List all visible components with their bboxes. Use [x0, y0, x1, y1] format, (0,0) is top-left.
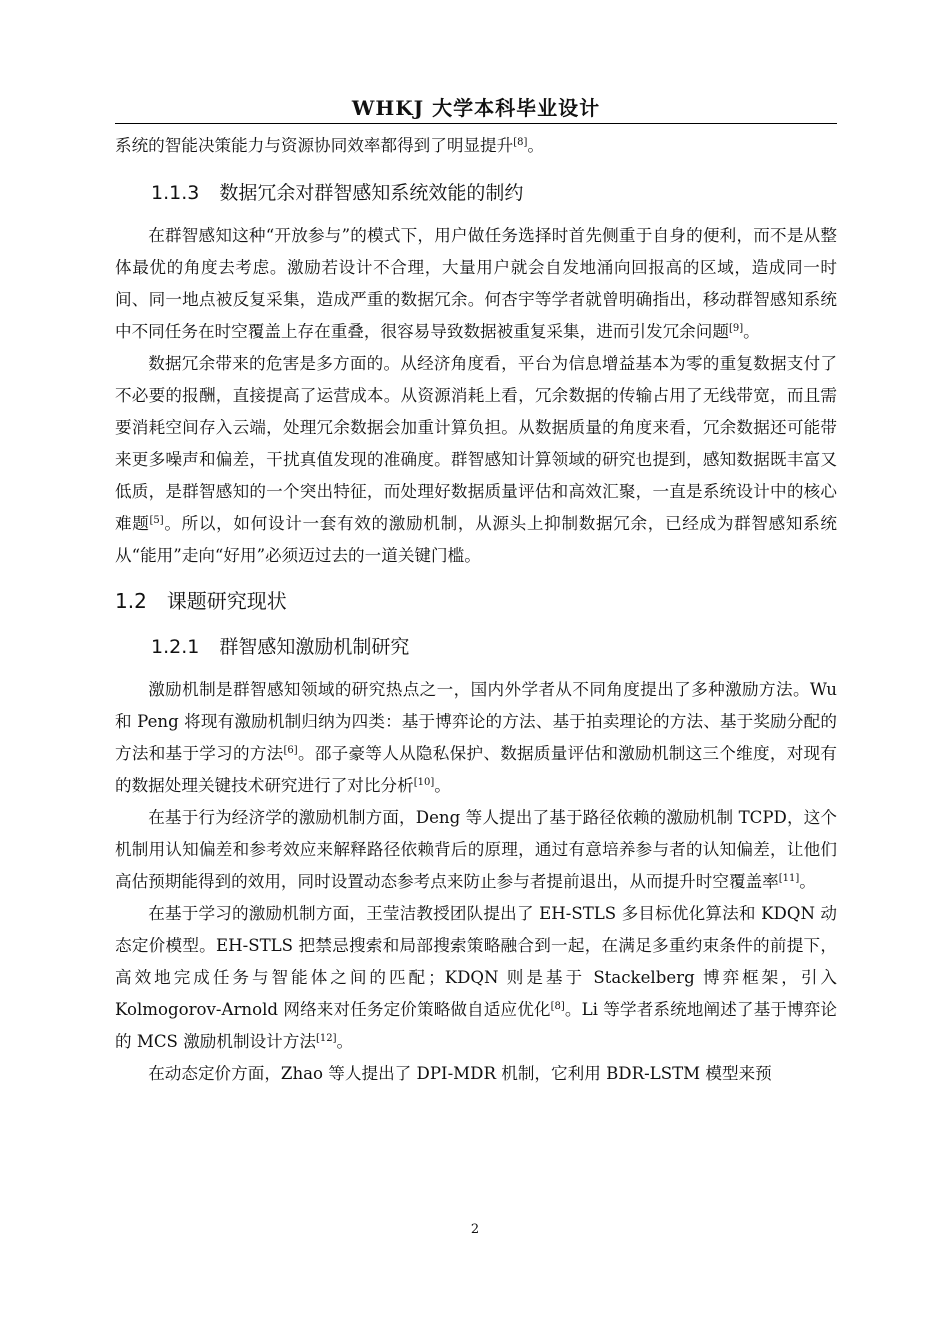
citation[interactable]: [8] [513, 137, 528, 148]
citation[interactable]: [10] [413, 777, 435, 788]
citation[interactable]: [6] [283, 745, 298, 756]
page-header-title: WHKJ 大学本科毕业设计 [351, 96, 601, 120]
citation[interactable]: [11] [778, 873, 800, 884]
paragraph: 在基于学习的激励机制方面，王莹洁教授团队提出了 EH-STLS 多目标优化算法和 KDQN 动态定价模型。EH-STLS 把禁忌搜索和局部搜索策略融合到一起，在满足多重约束条件的前提下，高效地完成任务与智能体之间的匹配；KDQN 则是基于 Stackelberg 博弈框架，引入 Kolmogorov-Arnold 网络来对任务定价策略做自适应优化[8]。Li 等学者系统地阐述了基于博弈论的 MCS 激励机制设计方法[12]。 [115, 904, 837, 1051]
subsection-heading-1-2-1: 1.2.1 群智感知激励机制研究 [151, 636, 410, 658]
citation[interactable]: [8] [550, 1001, 565, 1012]
page-body [115, 130, 837, 1090]
header-divider [115, 123, 837, 124]
paragraph: 在群智感知这种“开放参与”的模式下，用户做任务选择时首先侧重于自身的便利，而不是从整体最优的角度去考虑。激励若设计不合理，大量用户就会自发地涌向回报高的区域，造成同一时间、同一地点被反复采集，造成严重的数据冗余。何杏宇等学者就曾明确指出，移动群智感知系统中不同任务在时空覆盖上存在重叠，很容易导致数据被重复采集，进而引发冗余问题[9]。 [115, 226, 837, 341]
page-number: 2 [470, 1222, 480, 1237]
section-heading-1-2: 1.2 课题研究现状 [115, 589, 287, 613]
paragraph: 激励机制是群智感知领域的研究热点之一，国内外学者从不同角度提出了多种激励方法。Wu 和 Peng 将现有激励机制归纳为四类：基于博弈论的方法、基于拍卖理论的方法、基于奖励分配的方法和基于学习的方法[6]。邵子豪等人从隐私保护、数据质量评估和激励机制这三个维度，对现有的数据处理关键技术研究进行了对比分析[10]。 [115, 680, 837, 795]
paragraph: 数据冗余带来的危害是多方面的。从经济角度看，平台为信息增益基本为零的重复数据支付了不必要的报酬，直接提高了运营成本。从资源消耗上看，冗余数据的传输占用了无线带宽，而且需要消耗空间存入云端，处理冗余数据会加重计算负担。从数据质量的角度来看，冗余数据还可能带来更多噪声和偏差，干扰真值发现的准确度。群智感知计算领域的研究也提到，感知数据既丰富又低质，是群智感知的一个突出特征，而处理好数据质量评估和高效汇聚，一直是系统设计中的核心难题[5]。所以，如何设计一套有效的激励机制，从源头上抑制数据冗余，已经成为群智感知系统从“能用”走向“好用”必须迈过去的一道关键门槛。 [115, 354, 838, 565]
subsection-heading-1-1-3: 1.1.3 数据冗余对群智感知系统效能的制约 [151, 182, 524, 204]
paragraph: 在动态定价方面，Zhao 等人提出了 DPI-MDR 机制，它利用 BDR-LSTM 模型来预 [148, 1064, 772, 1083]
paragraph-continuation: 系统的智能决策能力与资源协同效率都得到了明显提升[8]。 [115, 136, 545, 155]
citation[interactable]: [12] [315, 1033, 337, 1044]
paragraph: 在基于行为经济学的激励机制方面，Deng 等人提出了基于路径依赖的激励机制 TCPD，这个机制用认知偏差和参考效应来解释路径依赖背后的原理，通过有意培养参与者的认知偏差，让他们高估预期能得到的效用，同时设置动态参考点来防止参与者提前退出，从而提升时空覆盖率[11]。 [115, 808, 837, 891]
citation[interactable]: [9] [728, 323, 744, 334]
citation[interactable]: [5] [149, 515, 164, 526]
